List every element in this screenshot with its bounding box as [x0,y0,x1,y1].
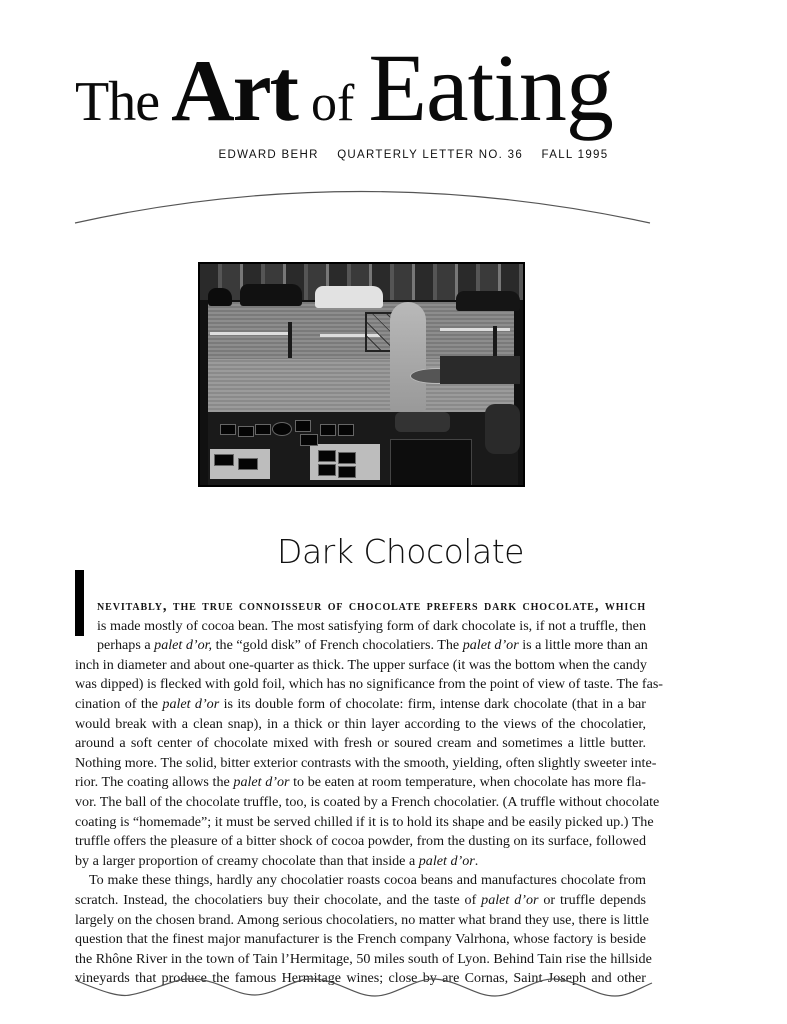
title-word-of: of [310,75,355,132]
article-line: is made mostly of cocoa bean. The most satisfying form of dark chocolate is, if not a truffle, then [97,617,646,634]
article-line: vor. The ball of the chocolate truffle, too, is coated by a French chocolatier. (A truffle without chocolate [75,793,660,810]
article-line: Nothing more. The solid, bitter exterior contrasts with the smooth, yielding, often slightly sweeter inte- [75,754,657,771]
article-line: perhaps a palet d’or, the “gold disk” of French chocolatiers. The palet d’or is a little more than an [97,637,648,654]
article-line: largely on the chosen brand. Among serious chocolatiers, no matter what brand they use, there is little [75,911,649,928]
article-line: rior. The coating allows the palet d’or to be eaten at room temperature, when chocolate has more fla- [75,774,646,791]
article-line: vineyards that produce the famous Hermitage wines; close by are Cornas, Saint Joseph and other [75,970,646,987]
article-line: cination of the palet d’or is its double form of chocolate: firm, intense dark chocolate (that in a bar [75,695,646,712]
article-line: by a larger proportion of creamy chocolate than that inside a palet d’or. [75,852,479,869]
issue-number: QUARTERLY LETTER NO. 36 [337,149,524,161]
article-line: was dipped) is flecked with gold foil, which has no significance from the point of view of taste. The fas- [75,676,664,693]
issue-season: FALL 1995 [541,149,609,161]
article-line: nevitably, the true connoisseur of chocolate prefers dark chocolate, which [97,598,646,614]
article-line: To make these things, hardly any chocolatier roasts cocoa beans and manufactures chocolate from [89,872,646,889]
article-line: scratch. Instead, the chocolatiers buy their chocolate, and the taste of palet d’or or truffle depends [75,891,646,908]
title-word-eating: Eating [368,34,613,141]
article-headline: Dark Chocolate [277,532,524,571]
publication-title [75,34,613,141]
chocolate-shop-photo [198,262,525,487]
article-body [75,597,664,989]
issue-line [0,149,787,161]
title-word-the: The [75,71,160,133]
title-word-art: Art [171,43,297,140]
author-name: EDWARD BEHR [218,149,319,161]
article-line: question that the finest major manufacturer is the French company Valrhona, whose factory is beside [75,931,646,948]
article-line: truffle offers the pleasure of a bitter shock of cocoa powder, from the dusting on its surface, followed [75,833,646,850]
wavy-divider [0,975,787,1005]
article-line: would break with a clean snap), in a thick or thin layer according to the views of the chocolatier, [75,715,646,732]
article-line: the Rhône River in the town of Tain l’Hermitage, 50 miles south of Lyon. Behind Tain rise the hillside [75,950,652,967]
masthead [0,0,787,170]
article-line: around a soft center of chocolate mixed with fresh or soured cream and sometimes a little butter. [75,735,646,752]
article-line: coating is “homemade”; it must be served chilled if it is to hold its shape and be easily picked up.) The [75,813,654,830]
article-line: inch in diameter and about one-quarter as thick. The upper surface (it was the bottom when the candy [75,656,647,673]
arc-divider [0,170,787,230]
